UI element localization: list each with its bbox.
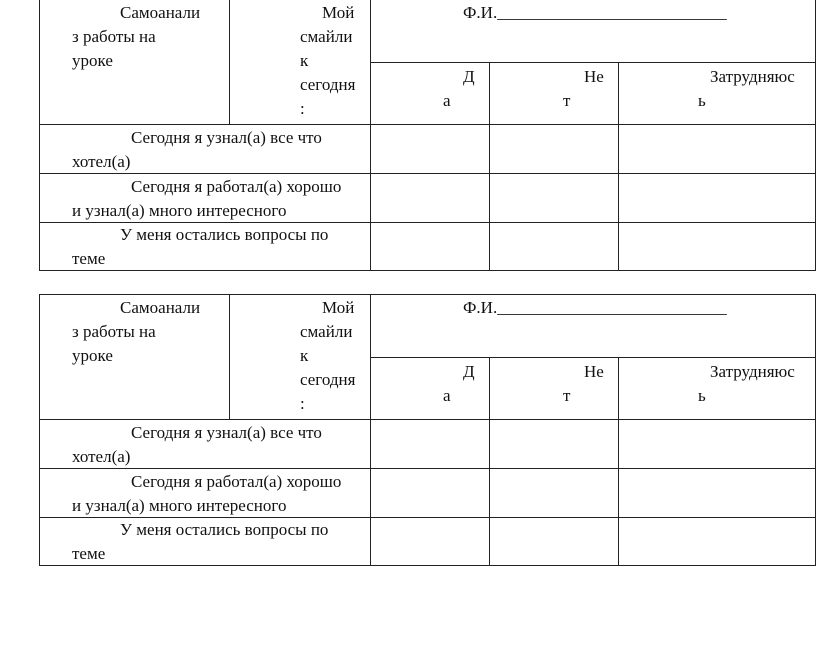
yes-header-cell [370, 357, 490, 420]
title-line: Самоанали [120, 3, 201, 22]
answer-hard-cell[interactable] [618, 173, 816, 223]
fio-cell[interactable] [370, 0, 816, 63]
header-smiley-cell [229, 0, 371, 125]
no-line: Не [584, 67, 604, 86]
no-line: т [563, 386, 571, 405]
yes-header-cell [370, 62, 490, 125]
statement-line: хотел(а) [72, 152, 131, 171]
statement-line: и узнал(а) много интересного [72, 201, 287, 220]
answer-yes-cell[interactable] [370, 222, 490, 271]
hard-line: Затрудняюс [710, 67, 795, 86]
statement-line: теме [72, 249, 106, 268]
answer-no-cell[interactable] [489, 124, 619, 174]
hard-header-cell [618, 62, 816, 125]
answer-no-cell[interactable] [489, 468, 619, 518]
statement-cell [39, 468, 371, 518]
answer-yes-cell[interactable] [370, 517, 490, 566]
header-title-cell [39, 294, 230, 420]
no-header-cell [489, 62, 619, 125]
hard-line: Затрудняюс [710, 362, 795, 381]
statement-cell [39, 222, 371, 271]
answer-no-cell[interactable] [489, 173, 619, 223]
title-line: уроке [72, 346, 113, 365]
yes-line: а [443, 91, 451, 110]
answer-hard-cell[interactable] [618, 222, 816, 271]
header-title-cell [39, 0, 230, 125]
statement-line: Сегодня я работал(а) хорошо [131, 177, 342, 196]
title-line: Самоанали [120, 298, 201, 317]
answer-yes-cell[interactable] [370, 419, 490, 469]
statement-line: У меня остались вопросы по [120, 225, 329, 244]
answer-hard-cell[interactable] [618, 468, 816, 518]
title-line: уроке [72, 51, 113, 70]
answer-hard-cell[interactable] [618, 419, 816, 469]
title-line: з работы на [72, 27, 156, 46]
smiley-line: к [300, 51, 309, 70]
smiley-line: Мой [322, 298, 355, 317]
hard-header-cell [618, 357, 816, 420]
statement-cell [39, 124, 371, 174]
no-header-cell [489, 357, 619, 420]
answer-yes-cell[interactable] [370, 468, 490, 518]
answer-yes-cell[interactable] [370, 173, 490, 223]
no-line: Не [584, 362, 604, 381]
answer-no-cell[interactable] [489, 222, 619, 271]
answer-no-cell[interactable] [489, 517, 619, 566]
fio-label: Ф.И.___________________________ [463, 3, 727, 22]
smiley-line: : [300, 99, 305, 118]
statement-cell [39, 419, 371, 469]
yes-line: Д [463, 362, 475, 381]
hard-line: ь [698, 91, 706, 110]
fio-label: Ф.И.___________________________ [463, 298, 727, 317]
smiley-line: Мой [322, 3, 355, 22]
smiley-line: смайли [300, 27, 353, 46]
statement-line: Сегодня я узнал(а) все что [131, 423, 322, 442]
statement-line: У меня остались вопросы по [120, 520, 329, 539]
statement-cell [39, 517, 371, 566]
yes-line: а [443, 386, 451, 405]
statement-line: Сегодня я узнал(а) все что [131, 128, 322, 147]
statement-line: теме [72, 544, 106, 563]
title-line: з работы на [72, 322, 156, 341]
answer-hard-cell[interactable] [618, 517, 816, 566]
yes-line: Д [463, 67, 475, 86]
statement-line: Сегодня я работал(а) хорошо [131, 472, 342, 491]
smiley-line: сегодня [300, 370, 356, 389]
smiley-line: к [300, 346, 309, 365]
no-line: т [563, 91, 571, 110]
smiley-line: сегодня [300, 75, 356, 94]
statement-cell [39, 173, 371, 223]
header-smiley-cell [229, 294, 371, 420]
statement-line: хотел(а) [72, 447, 131, 466]
answer-hard-cell[interactable] [618, 124, 816, 174]
fio-cell[interactable] [370, 294, 816, 358]
statement-line: и узнал(а) много интересного [72, 496, 287, 515]
self-assessment-form-1 [40, 0, 816, 272]
answer-no-cell[interactable] [489, 419, 619, 469]
self-assessment-form-2 [40, 295, 816, 567]
smiley-line: смайли [300, 322, 353, 341]
answer-yes-cell[interactable] [370, 124, 490, 174]
hard-line: ь [698, 386, 706, 405]
smiley-line: : [300, 394, 305, 413]
